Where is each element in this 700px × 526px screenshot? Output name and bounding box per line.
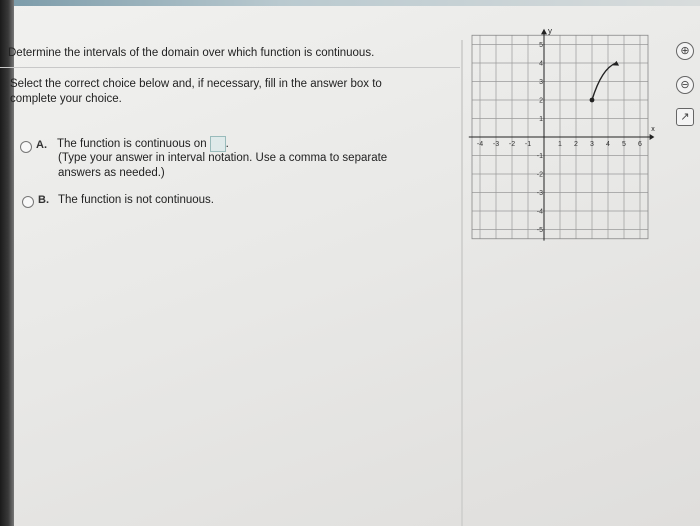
y-tick-label: 2 [539, 97, 543, 105]
question-title: Determine the intervals of the domain over which function is continuous. [8, 47, 375, 59]
x-tick-label: 4 [606, 141, 610, 148]
x-tick-label: 6 [638, 141, 642, 148]
curve-arrow [613, 61, 621, 69]
choice-a-text [57, 136, 229, 152]
zoom-out-icon[interactable]: ⊖ [676, 76, 694, 94]
divider [0, 67, 460, 68]
zoom-in-icon[interactable]: ⊕ [676, 42, 694, 60]
choice-b-radio[interactable] [22, 196, 34, 208]
question-instruction: Select the correct choice below and, if necessary, fill in the answer box to complete your choice. [10, 78, 382, 105]
choice-b-letter: B. [38, 194, 49, 206]
choice-a-hint-line1: (Type your answer in interval notation. Use a comma to separate [58, 152, 388, 164]
y-arrow [541, 29, 547, 35]
graph-axes [469, 26, 655, 240]
graph-ticks [477, 42, 642, 234]
y-tick-label: 3 [539, 79, 543, 86]
choice-b-text: The function is not continuous. [58, 194, 214, 206]
y-tick-label: -1 [536, 153, 543, 160]
panel-divider [461, 40, 463, 526]
choice-a-hint-line2: answers as needed.) [58, 167, 165, 179]
choice-a-line1: The function is continuous on [57, 138, 207, 151]
y-tick-label: -4 [536, 208, 543, 216]
start-point [590, 98, 595, 103]
y-axis-label: y [548, 26, 552, 36]
y-tick-label: -3 [536, 190, 543, 197]
x-tick-label: -4 [476, 141, 484, 148]
y-tick-label: 5 [539, 42, 543, 49]
y-tick-label: -5 [536, 227, 543, 234]
y-tick-label: 4 [539, 60, 543, 68]
x-tick-label: -1 [524, 141, 532, 148]
choice-a-radio[interactable] [20, 141, 32, 153]
x-tick-label: -3 [492, 141, 500, 148]
function-graph [474, 26, 670, 242]
x-tick-label: 1 [558, 141, 562, 148]
x-arrow [650, 134, 655, 140]
y-tick-label: 1 [539, 116, 543, 123]
choice-a-letter: A. [36, 139, 47, 151]
top-bar [0, 0, 700, 6]
external-link-icon[interactable]: ↗ [676, 108, 694, 126]
answer-box[interactable] [210, 136, 226, 152]
x-tick-label: 3 [590, 141, 594, 148]
x-tick-label: 5 [622, 141, 626, 148]
y-tick-label: -2 [536, 171, 543, 179]
x-axis-label: x [651, 126, 655, 133]
x-tick-label: 2 [574, 141, 578, 148]
period: . [225, 138, 229, 151]
x-tick-label: -2 [508, 141, 516, 148]
